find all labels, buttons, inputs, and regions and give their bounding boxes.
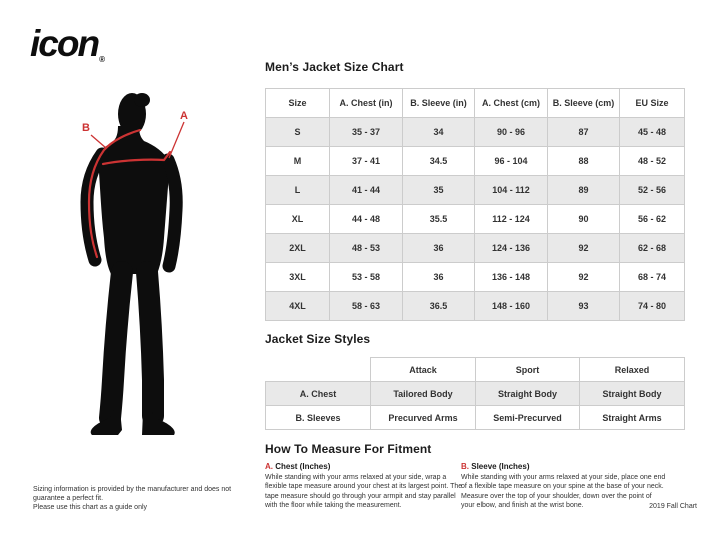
- cell: 136 - 148: [475, 263, 548, 292]
- column-header: B. Sleeve (in): [403, 89, 475, 118]
- cell: 53 - 58: [330, 263, 403, 292]
- cell: 48 - 53: [330, 234, 403, 263]
- cell: 87: [548, 118, 620, 147]
- measure-chest-body: While standing with your arms relaxed at your side, wrap a flexible tape measure around your chest at its largest point. The tape measure should go through your armpit and stay parallel with the floor while taking the measurement.: [265, 474, 463, 509]
- cell: Semi-Precurved: [476, 406, 580, 430]
- cell-size: 4XL: [266, 292, 330, 321]
- cell: 34: [403, 118, 475, 147]
- cell: Precurved Arms: [371, 406, 476, 430]
- male-silhouette: [87, 93, 176, 435]
- disclaimer-line-2: Please use this chart as a guide only: [33, 504, 148, 511]
- figure-label-b: B: [82, 122, 90, 134]
- silhouette-svg: [56, 88, 251, 438]
- cell: 88: [548, 147, 620, 176]
- cell: 48 - 52: [620, 147, 685, 176]
- measure-sleeve-heading: [461, 462, 667, 471]
- cell-size: 2XL: [266, 234, 330, 263]
- cell: 112 - 124: [475, 205, 548, 234]
- table-row: [266, 118, 685, 147]
- cell: 35.5: [403, 205, 475, 234]
- cell: 68 - 74: [620, 263, 685, 292]
- disclaimer-line-1: Sizing information is provided by the manufacturer and does not guarantee a perfect fit.: [33, 486, 232, 502]
- cell: 56 - 62: [620, 205, 685, 234]
- chart-version-label: 2019 Fall Chart: [649, 503, 697, 510]
- figure-label-a: A: [180, 110, 188, 122]
- table-row: [266, 382, 685, 406]
- male-silhouette-figure: [56, 88, 251, 438]
- cell: 90: [548, 205, 620, 234]
- blank-corner-cell: [266, 358, 371, 382]
- cell: 37 - 41: [330, 147, 403, 176]
- cell-size: S: [266, 118, 330, 147]
- icon-brand-logo: [30, 24, 170, 66]
- column-header: A. Chest (in): [330, 89, 403, 118]
- cell: 41 - 44: [330, 176, 403, 205]
- table-row: [266, 234, 685, 263]
- measure-sleeve-label: Sleeve (Inches): [471, 462, 530, 471]
- table-row: [266, 176, 685, 205]
- registered-trademark-icon: ®: [99, 55, 105, 64]
- size-chart-title: Men’s Jacket Size Chart: [265, 60, 404, 74]
- label-b-pointer-line: [91, 135, 106, 148]
- cell: 104 - 112: [475, 176, 548, 205]
- cell: 74 - 80: [620, 292, 685, 321]
- measure-section-sleeve: [461, 462, 667, 510]
- cell: Straight Body: [580, 382, 685, 406]
- table-row: [266, 263, 685, 292]
- cell-size: L: [266, 176, 330, 205]
- column-header: Sport: [476, 358, 580, 382]
- measure-sleeve-body: While standing with your arms relaxed at your side, place one end of a flexible tape measure on your spine at the base of your neck. Measure over the top of your shoulder, down over the point of your elbow, and finish at the wrist bone.: [461, 474, 666, 509]
- style-chart-header-row: [266, 358, 685, 382]
- cell-size: 3XL: [266, 263, 330, 292]
- measure-chest-label: Chest (Inches): [275, 462, 331, 471]
- cell-size: M: [266, 147, 330, 176]
- sizing-disclaimer: [33, 485, 255, 512]
- column-header: EU Size: [620, 89, 685, 118]
- logo-wordmark: icon: [30, 23, 99, 64]
- size-chart-header-row: [266, 89, 685, 118]
- cell: 52 - 56: [620, 176, 685, 205]
- table-row: [266, 292, 685, 321]
- column-header: Attack: [371, 358, 476, 382]
- measure-sleeve-prefix: B.: [461, 462, 469, 471]
- cell: 35: [403, 176, 475, 205]
- cell: 36.5: [403, 292, 475, 321]
- label-a-pointer-line: [169, 122, 184, 158]
- cell: 34.5: [403, 147, 475, 176]
- cell: 58 - 63: [330, 292, 403, 321]
- style-chart-table: [265, 357, 685, 430]
- row-header: B. Sleeves: [266, 406, 371, 430]
- cell: 92: [548, 263, 620, 292]
- cell: 62 - 68: [620, 234, 685, 263]
- cell: 36: [403, 263, 475, 292]
- table-row: [266, 147, 685, 176]
- column-header: Size: [266, 89, 330, 118]
- cell: Straight Body: [476, 382, 580, 406]
- column-header: Relaxed: [580, 358, 685, 382]
- measure-chest-heading: [265, 462, 463, 471]
- cell: 45 - 48: [620, 118, 685, 147]
- cell: Straight Arms: [580, 406, 685, 430]
- cell-size: XL: [266, 205, 330, 234]
- cell: Tailored Body: [371, 382, 476, 406]
- cell: 90 - 96: [475, 118, 548, 147]
- size-chart-table: [265, 88, 685, 321]
- style-chart-title: Jacket Size Styles: [265, 332, 371, 346]
- cell: 36: [403, 234, 475, 263]
- table-row: [266, 205, 685, 234]
- measure-section-chest: [265, 462, 463, 510]
- cell: 148 - 160: [475, 292, 548, 321]
- cell: 92: [548, 234, 620, 263]
- cell: 93: [548, 292, 620, 321]
- column-header: B. Sleeve (cm): [548, 89, 620, 118]
- table-row: [266, 406, 685, 430]
- how-to-measure-title: How To Measure For Fitment: [265, 442, 432, 456]
- column-header: A. Chest (cm): [475, 89, 548, 118]
- measure-chest-prefix: A.: [265, 462, 273, 471]
- cell: 44 - 48: [330, 205, 403, 234]
- row-header: A. Chest: [266, 382, 371, 406]
- cell: 89: [548, 176, 620, 205]
- cell: 96 - 104: [475, 147, 548, 176]
- cell: 124 - 136: [475, 234, 548, 263]
- cell: 35 - 37: [330, 118, 403, 147]
